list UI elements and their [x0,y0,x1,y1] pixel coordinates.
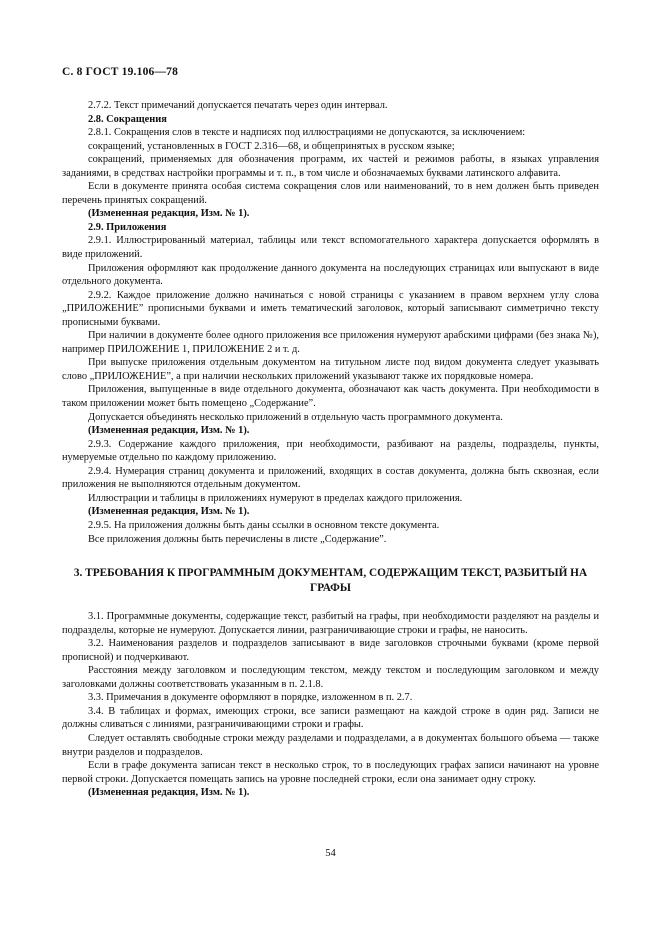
amendment-note: (Измененная редакция, Изм. № 1). [88,208,250,220]
paragraph: Иллюстрации и таблицы в приложениях нумеруют в пределах каждого приложения. [88,492,463,504]
page-header: С. 8 ГОСТ 19.106—78 [62,66,179,78]
section-title: 3. ТРЕБОВАНИЯ К ПРОГРАММНЫМ ДОКУМЕНТАМ, СОДЕРЖАЩИМ ТЕКСТ, РАЗБИТЫЙ НА ГРАФЫ [73,567,588,594]
paragraph: 3.1. Программные документы, содержащие текст, разбитый на графы, при необходимости разделяют на разделы и подразделы, которые не нумеруют. Допускается линии, разграничивающие строки и графы, не наносить. [62,611,599,636]
paragraph: 2.8.1. Сокращения слов в тексте и надписях под иллюстрациями не допускаются, за исключением: [88,127,526,139]
paragraph: При наличии в документе более одного приложения все приложения нумеруют арабскими цифрами (без знака №), например ПРИЛОЖЕНИЕ 1, ПРИЛОЖЕНИЕ 2 и т. д. [62,330,599,355]
paragraph: 2.9.1. Иллюстрированный материал, таблицы или текст вспомогательного характера допускается оформлять в виде приложений. [62,235,599,261]
paragraph: сокращений, применяемых для обозначения программ, их частей и режимов работы, в языках управления заданиями, в средствах настройки программы и т. п., в том числе и обозначаемых буквами латинского алфавита. [62,154,599,179]
paragraph: 2.9.5. На приложения должны быть даны ссылки в основном тексте документа. [88,519,440,531]
paragraph: 2.9.4. Нумерация страниц документа и приложений, входящих в состав документа, должна быть сквозная, если приложения не выполняются отдельным документом. [62,465,599,491]
paragraph: При выпуске приложения отдельным документом на титульном листе под видом документа следует указывать слово „ПРИЛОЖЕНИЕ”, а при наличии нескольких приложений указывают также их порядковые номера. [62,357,599,382]
subsection-heading: 2.9. Приложения [88,221,167,233]
paragraph: сокращений, установленных в ГОСТ 2.316—68, и общепринятых в русском языке; [88,140,455,152]
amendment-note: (Измененная редакция, Изм. № 1). [88,506,250,518]
amendment-note: (Измененная редакция, Изм. № 1). [88,787,250,799]
amendment-note: (Измененная редакция, Изм. № 1). [88,425,250,437]
paragraph: 2.9.3. Содержание каждого приложения, при необходимости, разбивают на разделы, подразделы, пункты, нумеруемые отдельно по каждому приложению. [62,438,599,464]
paragraph: 2.9.2. Каждое приложение должно начинаться с новой страницы с указанием в правом верхнем углу слова „ПРИЛОЖЕНИЕ” прописными буквами и иметь тематический заголовок, который записывают симметрично тексту прописными буквами. [62,289,599,328]
page-number: 54 [325,848,336,859]
paragraph: 3.4. В таблицах и формах, имеющих строки, все записи размещают на каждой строке в один ряд. Записи не должны сливаться с линиями, разграничивающими строки и графы. [62,705,599,731]
paragraph: Если в графе документа записан текст в несколько строк, то в последующих графах записи начинают на уровне первой строки. Допускается помещать запись на уровне последней строки, если она занимает одну строку. [62,760,599,785]
paragraph: 3.2. Наименования разделов и подразделов записывают в виде заголовков строчными буквами (кроме первой прописной) и подчеркивают. [62,638,599,663]
paragraph: Все приложения должны быть перечислены в листе „Содержание”. [88,533,387,545]
paragraph: 3.3. Примечания в документе оформляют в порядке, изложенном в п. 2.7. [88,692,413,704]
paragraph: Если в документе принята особая система сокращения слов или наименований, то в нем должен быть приведен перечень принятых сокращений. [62,181,599,206]
paragraph: Допускается объединять несколько приложений в отдельную часть программного документа. [88,411,503,423]
paragraph: Расстояния между заголовком и последующим текстом, между текстом и последующим заголовком и между заголовками должны соответствовать указанным в п. 2.1.8. [62,665,599,690]
paragraph: Приложения, выпущенные в виде отдельного документа, обозначают как часть документа. При необходимости в таком приложении может быть помещено „Содержание”. [62,384,599,410]
paragraph: Приложения оформляют как продолжение данного документа на последующих страницах или выпускают в виде отдельного документа. [62,262,599,288]
paragraph: 2.7.2. Текст примечаний допускается печатать через один интервал. [88,100,388,111]
document-body [62,99,599,800]
subsection-heading: 2.8. Сокращения [88,113,167,125]
paragraph: Следует оставлять свободные строки между разделами и подразделами, а в документах большого объема — также внутри разделов и подразделов. [62,732,599,758]
